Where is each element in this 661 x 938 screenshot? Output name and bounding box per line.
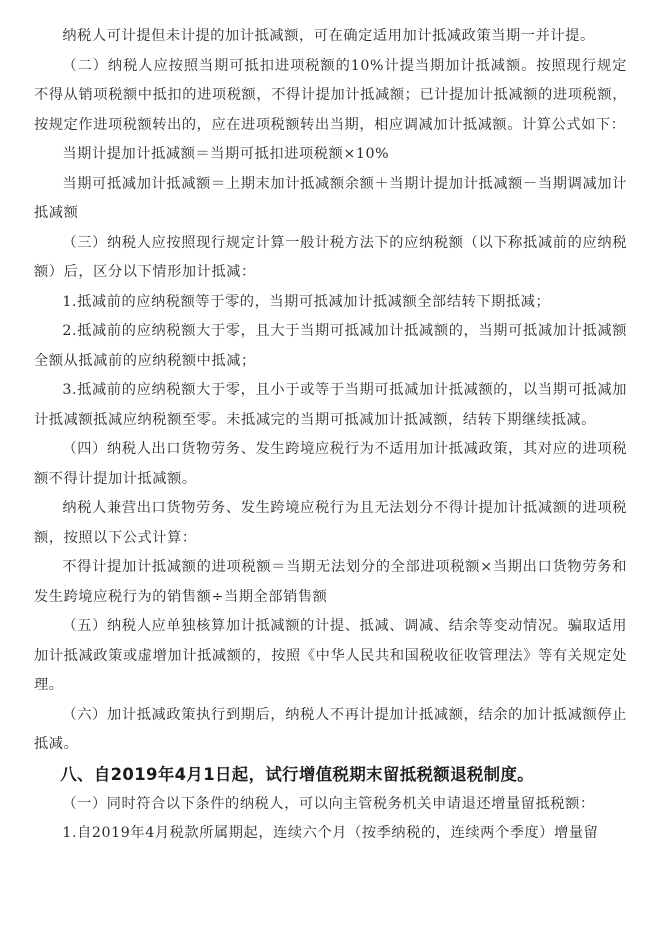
section-heading-8: 八、自2019年4月1日起，试行增值税期末留抵税额退税制度。	[60, 764, 535, 784]
paragraph-section-2: （二）纳税人应按照当期可抵扣进项税额的10%计提当期加计抵减额。按照现行规定不得从销项税额中抵扣的进项税额，不得计提加计抵减额；已计提加计抵减额的进项税额，按规定作进项税额转出的，应在进项税额转出当期，相应调减加计抵减额。计算公式如下：	[34, 57, 627, 133]
paragraph-mixed-export: 纳税人兼营出口货物劳务、发生跨境应税行为且无法划分不得计提加计抵减额的进项税额，按照以下公式计算：	[34, 500, 627, 546]
paragraph-section-4: （四）纳税人出口货物劳务、发生跨境应税行为不适用加计抵减政策，其对应的进项税额不得计提加计抵减额。	[34, 441, 627, 487]
list-item-1: 1.抵减前的应纳税额等于零的，当期可抵减加计抵减额全部结转下期抵减；	[62, 293, 551, 310]
paragraph-unclaimed-credit: 纳税人可计提但未计提的加计抵减额，可在确定适用加计抵减政策当期一并计提。	[62, 28, 595, 44]
paragraph-section-5: （五）纳税人应单独核算加计抵减额的计提、抵减、调减、结余等变动情况。骗取适用加计抵减政策或虚增加计抵减额的，按照《中华人民共和国税收征收管理法》等有关规定处理。	[34, 618, 627, 693]
list-item-2: 2.抵减前的应纳税额大于零，且大于当期可抵减加计抵减额的，当期可抵减加计抵减额全额从抵减前的应纳税额中抵减；	[34, 323, 627, 369]
paragraph-section-6: （六）加计抵减政策执行到期后，纳税人不再计提加计抵减额，结余的加计抵减额停止抵减。	[34, 706, 627, 752]
paragraph-subsection-1: （一）同时符合以下条件的纳税人，可以向主管税务机关申请退还增量留抵税额：	[62, 795, 595, 812]
formula-non-accruable: 不得计提加计抵减额的进项税额＝当期无法划分的全部进项税额×当期出口货物劳务和发生跨境应税行为的销售额÷当期全部销售额	[34, 559, 627, 605]
formula-deductible: 当期可抵减加计抵减额＝上期末加计抵减额余额＋当期计提加计抵减额－当期调减加计抵减额	[34, 175, 627, 221]
list-item-condition-1: 1.自2019年4月税款所属期起，连续六个月（按季纳税的，连续两个季度）增量留	[62, 825, 599, 841]
formula-accrual: 当期计提加计抵减额＝当期可抵扣进项税额×10%	[62, 146, 390, 162]
list-item-3: 3.抵减前的应纳税额大于零，且小于或等于当期可抵减加计抵减额的，以当期可抵减加计抵减额抵减应纳税额至零。未抵减完的当期可抵减加计抵减额，结转下期继续抵减。	[34, 382, 627, 428]
paragraph-section-3: （三）纳税人应按照现行规定计算一般计税方法下的应纳税额（以下称抵减前的应纳税额）后，区分以下情形加计抵减：	[34, 234, 627, 280]
